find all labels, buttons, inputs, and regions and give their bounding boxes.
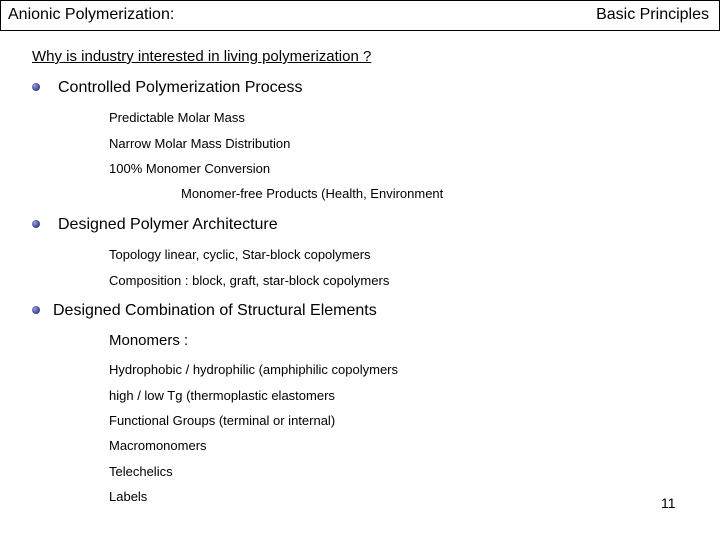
page-number: 11 [661, 495, 676, 511]
list-item: high / low Tg (thermoplastic elastomers [109, 388, 335, 403]
list-item: Topology linear, cyclic, Star-block copolymers [109, 247, 371, 262]
slide-topic: Basic Principles [596, 6, 709, 23]
list-item: Hydrophobic / hydrophilic (amphiphilic copolymers [109, 362, 399, 377]
list-item: 100% Monomer Conversion [109, 161, 271, 176]
slide-title: Anionic Polymerization: [8, 6, 175, 23]
bullet-dot-icon [32, 83, 40, 91]
bullet-dot-icon [32, 220, 40, 228]
list-item: Narrow Molar Mass Distribution [109, 136, 291, 151]
list-item: Macromonomers [109, 438, 207, 453]
slide-header [0, 0, 720, 31]
list-item: Labels [109, 489, 148, 504]
bullet-dot-icon [32, 306, 40, 314]
section-title: Designed Combination of Structural Elements [53, 302, 377, 319]
section-title: Controlled Polymerization Process [58, 79, 303, 96]
list-item: Functional Groups (terminal or internal) [109, 413, 336, 428]
section-title: Designed Polymer Architecture [58, 216, 278, 233]
monomers-label: Monomers : [109, 332, 189, 349]
list-item: Composition : block, graft, star-block copolymers [109, 273, 390, 288]
list-item: Predictable Molar Mass [109, 110, 245, 125]
list-subitem: Monomer-free Products (Health, Environment [181, 186, 444, 201]
question-heading: Why is industry interested in living polymerization ? [32, 48, 372, 65]
list-item: Telechelics [109, 464, 173, 479]
